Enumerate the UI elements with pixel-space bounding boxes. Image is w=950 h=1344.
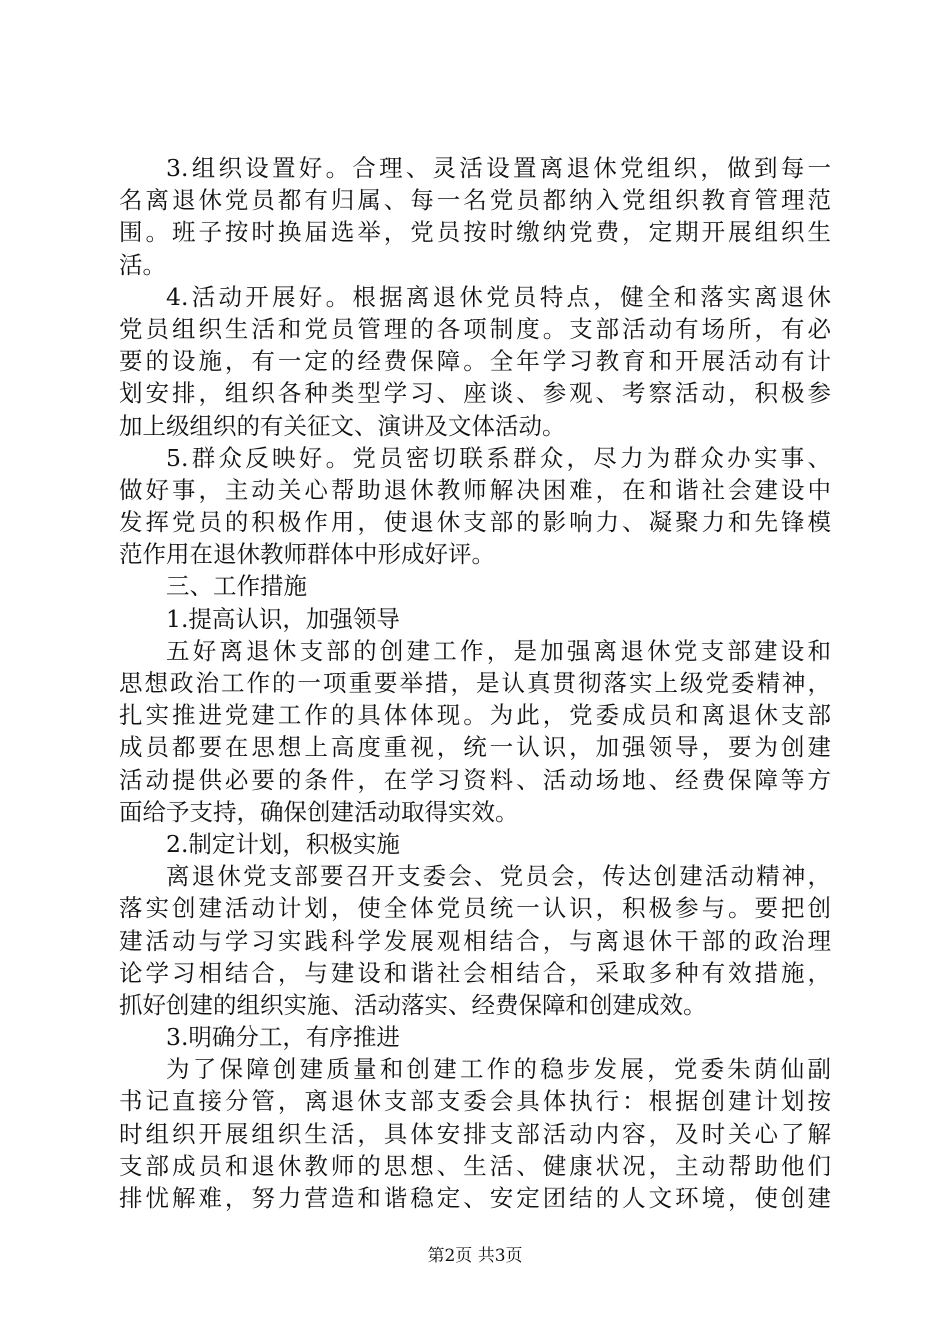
- text-line: 1.提高认识，加强领导: [166, 604, 400, 633]
- text-line: 五好离退休支部的创建工作，是加强离退休党支部建设和: [166, 636, 831, 665]
- text-line: 落实创建活动计划，使全体党员统一认识，积极参与。要把创: [119, 894, 831, 923]
- text-line: 书记直接分管，离退休支部支委会具体执行：根据创建计划按: [119, 1087, 831, 1116]
- text-line: 活。: [119, 250, 166, 279]
- text-line: 建活动与学习实践科学发展观相结合，与离退休干部的政治理: [119, 926, 831, 955]
- text-line: 三、工作措施: [166, 572, 307, 601]
- text-line: 划安排，组织各种类型学习、座谈、参观、考察活动，积极参: [119, 379, 831, 408]
- text-line: 名离退休党员都有归属、每一名党员都纳入党组织教育管理范: [119, 186, 831, 215]
- text-line: 发挥党员的积极作用，使退休支部的影响力、凝聚力和先锋模: [119, 508, 831, 537]
- text-line: 排忧解难，努力营造和谐稳定、安定团结的人文环境，使创建: [119, 1184, 831, 1212]
- text-line: 要的设施，有一定的经费保障。全年学习教育和开展活动有计: [119, 347, 831, 376]
- text-line: 面给予支持，确保创建活动取得实效。: [119, 797, 519, 826]
- text-line: 支部成员和退休教师的思想、生活、健康状况，主动帮助他们: [119, 1151, 831, 1180]
- text-line: 党员组织生活和党员管理的各项制度。支部活动有场所，有必: [119, 314, 831, 343]
- text-line: 范作用在退休教师群体中形成好评。: [119, 540, 495, 569]
- text-line: 4.活动开展好。根据离退休党员特点，健全和落实离退休: [166, 282, 831, 311]
- text-line: 活动提供必要的条件，在学习资料、活动场地、经费保障等方: [119, 765, 831, 794]
- text-line: 离退休党支部要召开支委会、党员会，传达创建活动精神，: [166, 862, 831, 891]
- text-line: 论学习相结合，与建设和谐社会相结合，采取多种有效措施，: [119, 958, 831, 987]
- text-line: 思想政治工作的一项重要举措，是认真贯彻落实上级党委精神，: [119, 669, 831, 697]
- text-line: 扎实推进党建工作的具体体现。为此，党委成员和离退休支部: [119, 701, 831, 730]
- document-body: [119, 152, 831, 1214]
- text-line: 2.制定计划，积极实施: [166, 829, 400, 858]
- text-line: 时组织开展组织生活，具体安排支部活动内容，及时关心了解: [119, 1119, 831, 1148]
- text-line: 成员都要在思想上高度重视，统一认识，加强领导，要为创建: [119, 733, 831, 762]
- page-footer: 第2页 共3页: [427, 1246, 523, 1266]
- text-line: 3.组织设置好。合理、灵活设置离退休党组织，做到每一: [166, 154, 831, 182]
- text-line: 为了保障创建质量和创建工作的稳步发展，党委朱荫仙副: [166, 1055, 831, 1084]
- text-line: 围。班子按时换届选举，党员按时缴纳党费，定期开展组织生: [119, 218, 831, 247]
- text-line: 做好事，主动关心帮助退休教师解决困难，在和谐社会建设中: [119, 475, 831, 504]
- text-line: 3.明确分工，有序推进: [166, 1023, 400, 1052]
- text-line: 加上级组织的有关征文、演讲及文体活动。: [119, 411, 566, 440]
- text-line: 5.群众反映好。党员密切联系群众，尽力为群众办实事、: [166, 443, 831, 472]
- text-line: 抓好创建的组织实施、活动落实、经费保障和创建成效。: [119, 990, 707, 1019]
